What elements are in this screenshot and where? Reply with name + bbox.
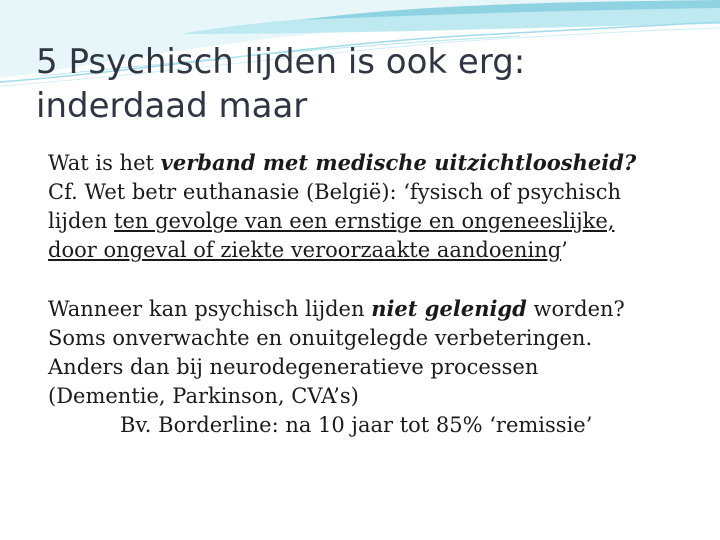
- text: ’: [561, 238, 568, 262]
- title-line-1: 5 Psychisch lijden is ook erg:: [36, 42, 526, 82]
- text: Wanneer kan psychisch lijden: [48, 297, 372, 321]
- paragraph-law-line-2: [48, 207, 688, 236]
- emphasis-text: niet gelenigd: [371, 296, 527, 321]
- paragraph-question-1: [48, 148, 688, 178]
- emphasis-text: verband met medische uitzichtloosheid?: [160, 150, 637, 175]
- text: lijden: [48, 209, 115, 233]
- paragraph-examples: (Dementie, Parkinson, CVA’s): [48, 384, 359, 408]
- underlined-text: ten gevolge van een ernstige en ongeneeslijke,: [114, 209, 615, 233]
- paragraph-question-2: [48, 294, 688, 324]
- text: worden?: [526, 297, 625, 321]
- text: Wat is het: [48, 151, 161, 175]
- paragraph-improvements: Soms onverwachte en onuitgelegde verbeteringen.: [48, 326, 593, 350]
- slide-title: [36, 40, 696, 128]
- title-line-2: inderdaad maar: [36, 86, 308, 126]
- paragraph-law-line-1: Cf. Wet betr euthanasie (België): ‘fysisch of psychisch: [48, 180, 622, 204]
- paragraph-law-line-3: [48, 236, 688, 265]
- underlined-text: door ongeval of ziekte veroorzaakte aandoening: [48, 238, 562, 262]
- paragraph-neurodegenerative: Anders dan bij neurodegeneratieve processen: [48, 355, 539, 379]
- slide-body: [48, 148, 688, 440]
- spacer: [48, 265, 688, 294]
- paragraph-borderline: Bv. Borderline: na 10 jaar tot 85% ‘remissie’: [120, 413, 593, 437]
